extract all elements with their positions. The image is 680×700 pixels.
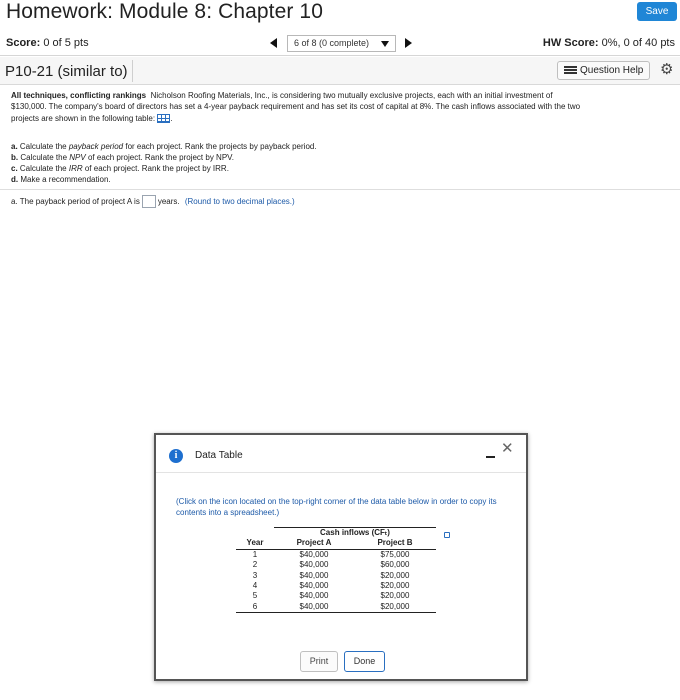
- hw-score-label: HW Score:: [542, 37, 599, 49]
- table-row: 1 $40,000 $75,000: [252, 549, 410, 559]
- table-row: 5 $40,000 $20,000: [252, 591, 410, 601]
- score: [6, 37, 89, 49]
- answer-prompt: a. The payback period of project A is: [11, 197, 140, 206]
- next-arrow-icon[interactable]: [405, 38, 412, 48]
- score-label: Score:: [6, 37, 41, 49]
- question-selector[interactable]: [287, 35, 396, 52]
- table-row: 6 $40,000 $20,000: [236, 602, 436, 613]
- done-button[interactable]: Done: [344, 651, 385, 672]
- answer-line: [11, 195, 295, 209]
- table-row: 3 $40,000 $20,000: [252, 570, 410, 580]
- problem-body-1: Nicholson Roofing Materials, Inc., is considering two mutually exclusive projects, each with an initial investment of: [150, 91, 553, 100]
- progress-text: 6 of 8 (0 complete): [294, 38, 370, 48]
- divider: [0, 189, 680, 190]
- task-item: b. Calculate the NPV of each project. Rank the project by NPV.: [11, 153, 234, 162]
- table-group-header: Cash inflows (CFₜ): [274, 528, 436, 539]
- divider: [132, 60, 133, 82]
- prev-arrow-icon[interactable]: [270, 38, 277, 48]
- score-bar: [0, 28, 680, 56]
- info-icon: i: [169, 449, 183, 463]
- task-item: a. Calculate the payback period for each project. Rank the projects by payback period.: [11, 142, 317, 151]
- gear-icon[interactable]: ⚙: [660, 61, 674, 78]
- problem-heading: All techniques, conflicting rankings: [11, 91, 147, 100]
- problem-body-3: projects are shown in the following table:: [11, 113, 156, 123]
- problem-id: P10-21 (similar to): [5, 63, 128, 80]
- column-header: Project B: [354, 538, 436, 549]
- column-header: Year: [236, 538, 274, 549]
- answer-input[interactable]: [142, 195, 156, 208]
- page-title: Homework: Module 8: Chapter 10: [6, 0, 323, 23]
- print-button[interactable]: Print: [300, 651, 338, 672]
- column-header: Project A: [274, 538, 354, 549]
- dropdown-caret-icon: [381, 41, 389, 47]
- minimize-icon[interactable]: [486, 456, 495, 458]
- dialog-title: Data Table: [195, 450, 243, 461]
- task-list: [11, 141, 317, 185]
- answer-unit: years.: [157, 197, 180, 206]
- problem-body-2: $130,000. The company's board of directors has set a 4-year payback requirement and has set its cost of capital at 8%. The cash inflows associated with the two: [11, 102, 581, 112]
- problem-bar: [0, 57, 680, 85]
- table-icon[interactable]: [157, 114, 170, 123]
- data-table-dialog: [154, 433, 528, 681]
- problem-statement: All techniques, conflicting rankings Nicholson Roofing Materials, Inc., is considering two mutually exclusive projects, each with an initial investment of $130,000. The company's board of directors has set a 4-year payback requirement and has set its cost of capital at 8%. The cash inflows associated with the two projects are shown in the following table: .: [11, 91, 581, 123]
- save-button[interactable]: Save: [637, 2, 677, 21]
- task-item: c. Calculate the IRR of each project. Rank the project by IRR.: [11, 164, 229, 173]
- copy-icon[interactable]: [444, 532, 450, 538]
- hw-score-value: 0%, 0 of 40 pts: [601, 37, 675, 49]
- table-row: 4 $40,000 $20,000: [252, 581, 410, 591]
- question-help-button[interactable]: [557, 61, 650, 80]
- score-value: 0 of 5 pts: [43, 37, 89, 49]
- dialog-hint: (Click on the icon located on the top-right corner of the data table below in order to copy its contents into a spreadsheet.): [176, 497, 497, 517]
- cash-flow-table: [236, 527, 436, 613]
- answer-hint: (Round to two decimal places.): [184, 197, 295, 206]
- list-icon: [564, 66, 577, 75]
- close-icon[interactable]: ✕: [501, 440, 514, 457]
- table-row: 2 $40,000 $60,000: [252, 560, 410, 570]
- dialog-header: [156, 435, 526, 473]
- question-help-label: Question Help: [580, 65, 644, 76]
- hw-score: [543, 37, 675, 49]
- task-item: d. Make a recommendation.: [11, 175, 111, 184]
